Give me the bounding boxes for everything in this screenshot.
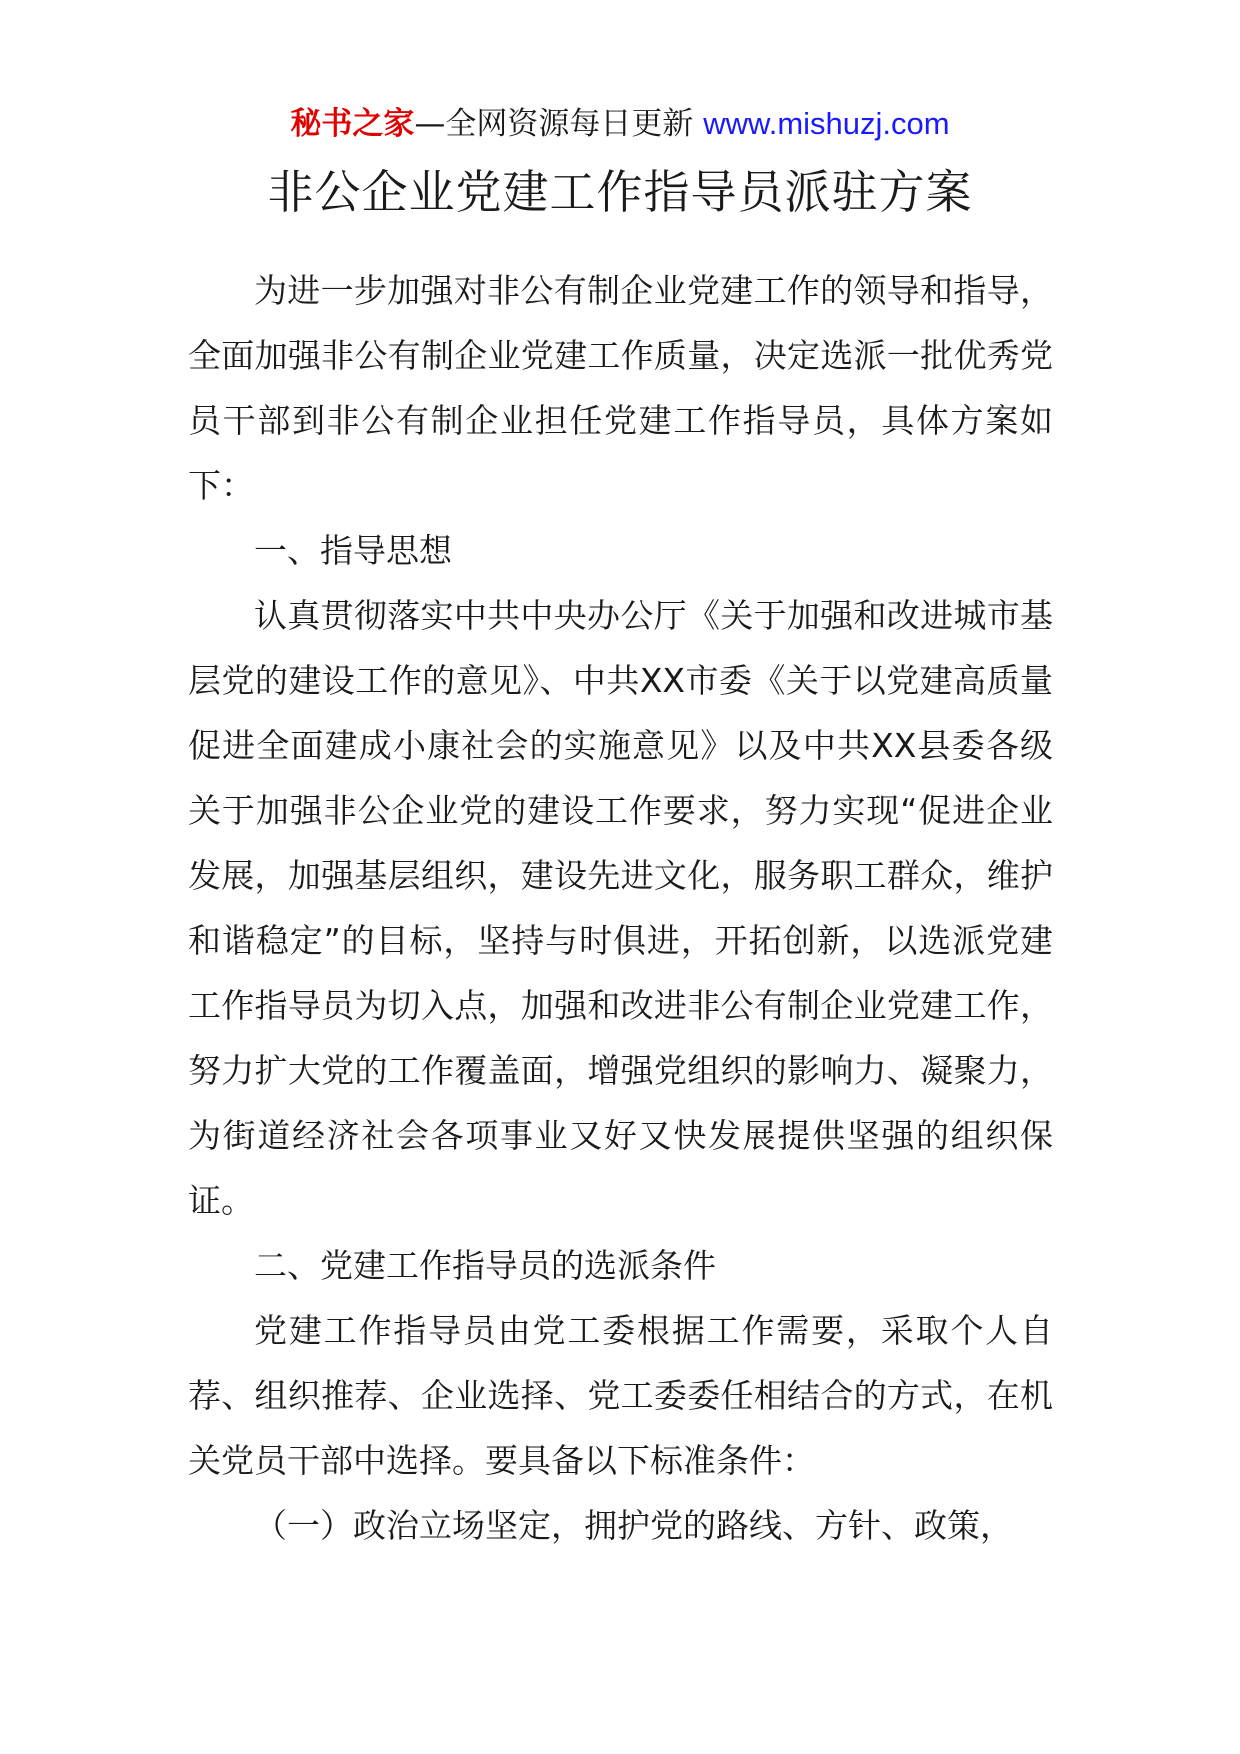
section-heading-guiding-ideology: 一、指导思想 xyxy=(254,531,452,570)
intro-paragraph: 为进一步加强对非公有制企业党建工作的领导和指导，全面加强非公有制企业党建工作质量，决定选派一批优秀党员干部到非公有制企业担任党建工作指导员，具体方案如下： xyxy=(188,271,1053,505)
document-body xyxy=(188,258,1053,1558)
document-title: 非公企业党建工作指导员派驻方案 xyxy=(267,165,973,219)
site-brand: 秘书之家 xyxy=(290,106,415,142)
section-heading-selection-conditions: 二、党建工作指导员的选派条件 xyxy=(254,1246,716,1285)
site-url-link[interactable]: www.mishuzj.com xyxy=(703,106,950,141)
condition-item-1: （一）政治立场坚定，拥护党的路线、方针、政策， xyxy=(254,1506,1013,1545)
selection-method-paragraph: 党建工作指导员由党工委根据工作需要，采取个人自荐、组织推荐、企业选择、党工委委任相结合的方式，在机关党员干部中选择。要具备以下标准条件： xyxy=(188,1311,1053,1480)
site-tagline: —全网资源每日更新 xyxy=(414,106,694,142)
guiding-ideology-paragraph: 认真贯彻落实中共中央办公厅《关于加强和改进城市基层党的建设工作的意见》、中共XX市委《关于以党建高质量促进全面建成小康社会的实施意见》以及中共XX县委各级关于加强非公企业党的建设工作要求，努力实现“促进企业发展，加强基层组织，建设先进文化，服务职工群众，维护和谐稳定”的目标，坚持与时俱进，开拓创新，以选派党建工作指导员为切入点，加强和改进非公有制企业党建工作，努力扩大党的工作覆盖面，增强党组织的影响力、凝聚力，为街道经济社会各项事业又好又快发展提供坚强的组织保证。 xyxy=(188,596,1053,1220)
site-header xyxy=(0,102,1240,146)
